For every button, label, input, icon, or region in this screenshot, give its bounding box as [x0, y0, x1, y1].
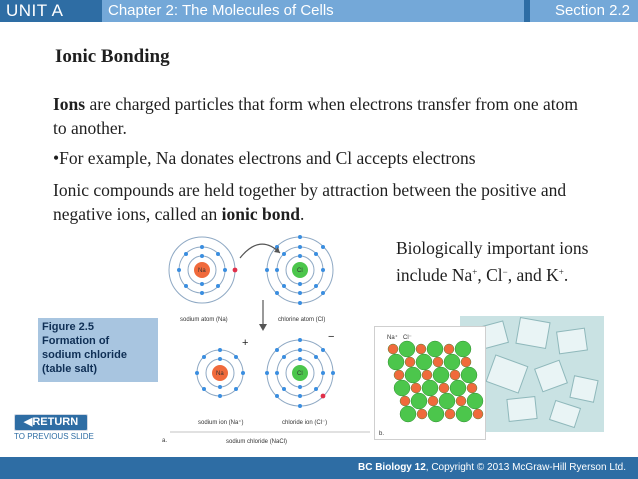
lattice-cl-ion	[399, 341, 415, 357]
bio-text-3: , and K	[507, 265, 559, 285]
lattice-cl-ion	[456, 406, 472, 422]
lattice-na-ion	[417, 409, 427, 419]
lattice-cl-ion	[444, 354, 460, 370]
lattice-na-ion	[433, 357, 443, 367]
ionic-text-start: Ionic compounds are held together by attraction between the positive and negative ions, called an	[53, 180, 567, 224]
footer-bar	[0, 457, 638, 479]
lattice-na-ion	[461, 357, 471, 367]
ionic-compound-paragraph	[53, 178, 593, 226]
lattice-na-ion	[439, 383, 449, 393]
footer-copyright-text: , Copyright © 2013 McGraw-Hill Ryerson Ltd.	[425, 462, 626, 473]
example-bullet: •For example, Na donates electrons and Cl accepts electrons	[53, 148, 476, 168]
ions-term: Ions	[53, 94, 86, 114]
ions-paragraph	[53, 92, 593, 140]
electron-transfer-arrow	[240, 244, 280, 258]
lattice-cl-ion	[427, 341, 443, 357]
sodium-atom-label: sodium atom (Na)	[180, 317, 228, 323]
lattice-cl-ion	[411, 393, 427, 409]
cl-symbol: Cl	[297, 268, 303, 274]
lattice-na-ion	[422, 370, 432, 380]
figure-caption-box	[38, 318, 158, 382]
ions-definition: are charged particles that form when electrons transfer from one atom to another.	[53, 94, 578, 138]
lattice-na-ion	[467, 383, 477, 393]
lattice-na-ion	[445, 409, 455, 419]
crystal-na-label: Na⁺	[387, 335, 398, 341]
ion-formation-diagram	[160, 228, 385, 448]
sodium-ion-label: sodium ion (Na⁺)	[198, 420, 244, 426]
lattice-cl-ion	[467, 393, 483, 409]
na-ion-symbol: Na	[216, 371, 224, 377]
lattice-na-ion	[416, 344, 426, 354]
na-charge: +	[472, 267, 478, 277]
lattice-na-ion	[411, 383, 421, 393]
na-symbol: Na	[198, 268, 206, 274]
crystal-cl-label: Cl⁻	[403, 335, 412, 341]
figure-caption: Figure 2.5 Formation of sodium chloride (table salt)	[42, 321, 127, 375]
ionic-bond-term: ionic bond	[221, 204, 300, 224]
section-label: Section 2.2	[530, 0, 638, 22]
bio-text-1: Biologically important ions include Na	[396, 238, 589, 285]
lattice-cl-ion	[388, 354, 404, 370]
slide-title: Ionic Bonding	[55, 46, 170, 67]
chlorine-atom-label: chlorine atom (Cl)	[278, 317, 326, 323]
cl-ion-symbol: Cl	[297, 371, 303, 377]
footer-book: BC Biology 12	[357, 462, 426, 473]
lattice-cl-ion	[461, 367, 477, 383]
sodium-chloride-label: sodium chloride (NaCl)	[226, 439, 288, 445]
part-b-label: b.	[379, 431, 385, 437]
lattice-cl-ion	[433, 367, 449, 383]
ionic-text-end: .	[299, 204, 305, 224]
biological-ions-note	[396, 236, 616, 287]
lattice-na-ion	[428, 396, 438, 406]
lattice-cl-ion	[400, 406, 416, 422]
return-button[interactable]: ◀RETURN	[14, 414, 88, 431]
lattice-na-ion	[444, 344, 454, 354]
chloride-ion-label: chloride ion (Cl⁻)	[282, 420, 328, 426]
cl-charge: −	[502, 267, 508, 277]
footer-copyright	[358, 462, 626, 473]
positive-charge: +	[242, 337, 249, 349]
part-a-label: a.	[162, 438, 168, 444]
lattice-cl-ion	[439, 393, 455, 409]
lattice-cl-ion	[428, 406, 444, 422]
bio-text-end: .	[563, 265, 569, 285]
lattice-cl-ion	[455, 341, 471, 357]
lattice-na-ion	[388, 344, 398, 354]
lattice-na-ion	[450, 370, 460, 380]
bio-text-2: , Cl	[477, 265, 503, 285]
lattice-cl-ion	[416, 354, 432, 370]
lattice-na-ion	[405, 357, 415, 367]
lattice-cl-ion	[450, 380, 466, 396]
lattice-cl-ion	[394, 380, 410, 396]
header-bar	[0, 0, 638, 22]
lattice-na-ion	[394, 370, 404, 380]
negative-charge: −	[328, 331, 335, 343]
return-label: RETURN	[32, 416, 79, 428]
unit-label: UNIT A	[6, 1, 64, 20]
return-subtext[interactable]: TO PREVIOUS SLIDE	[14, 432, 94, 441]
lattice-na-ion	[473, 409, 483, 419]
lattice-cl-ion	[405, 367, 421, 383]
k-charge: +	[558, 267, 564, 277]
crystal-lattice-figure	[374, 326, 486, 440]
chapter-label: Chapter 2: The Molecules of Cells	[102, 0, 524, 22]
lattice-na-ion	[400, 396, 410, 406]
lattice-na-ion	[456, 396, 466, 406]
lattice-cl-ion	[422, 380, 438, 396]
